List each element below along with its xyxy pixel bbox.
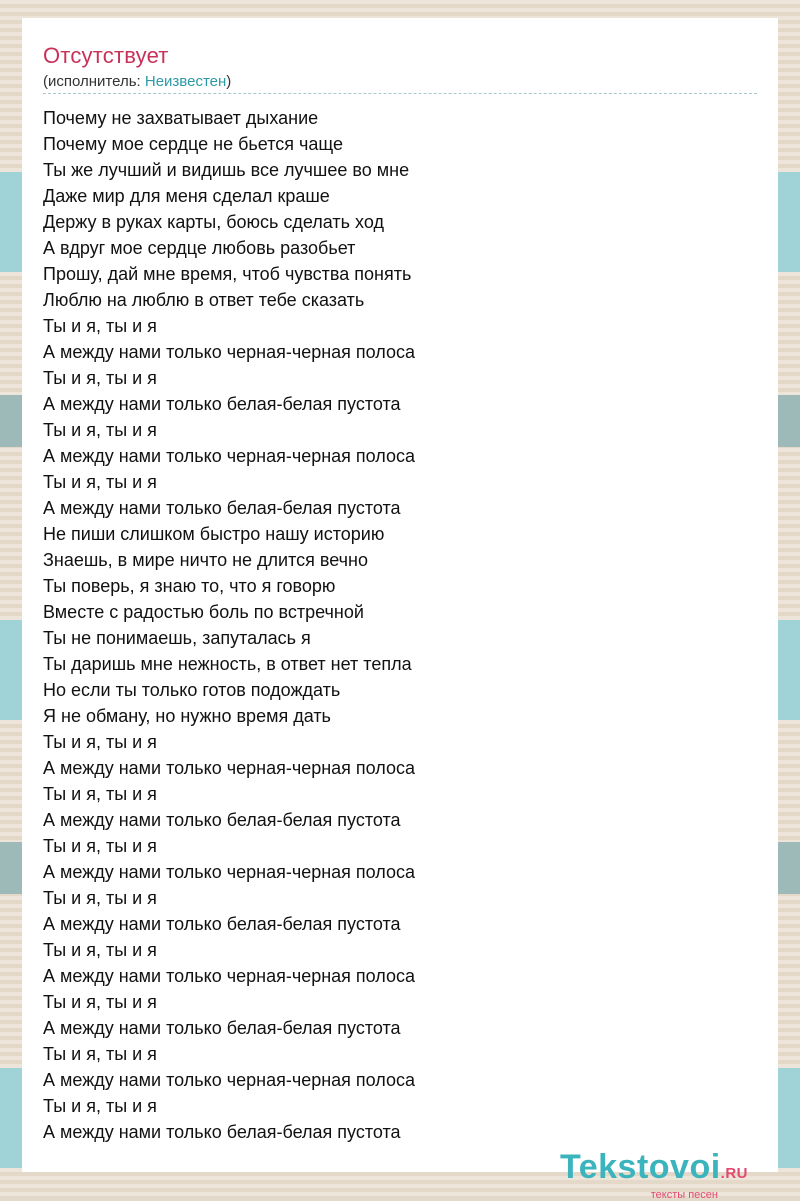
lyric-line: Держу в руках карты, боюсь сделать ход bbox=[43, 212, 384, 232]
lyric-line: А между нами только черная-черная полоса bbox=[43, 1070, 416, 1090]
lyric-line: Знаешь, в мире ничто не длится вечно bbox=[43, 550, 369, 570]
lyric-line: А между нами только черная-черная полоса bbox=[43, 966, 416, 986]
logo-tagline: тексты песен bbox=[650, 1189, 718, 1201]
logo-wordmark bbox=[560, 1150, 748, 1191]
lyric-line: А между нами только черная-черная полоса bbox=[43, 758, 416, 778]
artist-link[interactable]: Неизвестен bbox=[144, 73, 227, 90]
performer-suffix: ) bbox=[226, 73, 232, 90]
song-title: Отсутствует bbox=[43, 43, 169, 68]
lyric-line: А между нами только белая-белая пустота bbox=[43, 498, 401, 518]
lyric-line: Ты и я, ты и я bbox=[43, 940, 157, 960]
lyric-line: Ты не понимаешь, запуталась я bbox=[43, 628, 311, 648]
lyrics-text bbox=[43, 105, 415, 1145]
lyric-line: А между нами только черная-черная полоса bbox=[43, 342, 416, 362]
lyric-line: Но если ты только готов подождать bbox=[43, 680, 341, 700]
lyrics-card bbox=[22, 18, 778, 1201]
lyric-line: А вдруг мое сердце любовь разобьет bbox=[43, 238, 356, 258]
lyric-line: Ты и я, ты и я bbox=[43, 784, 157, 804]
lyric-line: Ты и я, ты и я bbox=[43, 888, 157, 908]
lyric-line: Ты и я, ты и я bbox=[43, 472, 157, 492]
lyric-line: Ты и я, ты и я bbox=[43, 836, 157, 856]
lyric-line: Люблю на люблю в ответ тебе сказать bbox=[43, 290, 365, 310]
logo-name: Tekstovoi bbox=[559, 1148, 721, 1186]
lyric-line: А между нами только белая-белая пустота bbox=[43, 394, 401, 414]
lyric-line: Ты и я, ты и я bbox=[43, 420, 157, 440]
performer-line bbox=[43, 73, 231, 90]
lyric-line: Ты и я, ты и я bbox=[43, 1044, 157, 1064]
lyric-line: А между нами только белая-белая пустота bbox=[43, 1122, 401, 1142]
title-divider bbox=[43, 93, 757, 94]
lyric-line: А между нами только черная-черная полоса bbox=[43, 862, 416, 882]
lyric-line: А между нами только белая-белая пустота bbox=[43, 914, 401, 934]
performer-prefix: (исполнитель: bbox=[43, 73, 145, 90]
lyric-line: Ты поверь, я знаю то, что я говорю bbox=[43, 576, 336, 596]
lyric-line: Почему не захватывает дыхание bbox=[43, 108, 319, 128]
lyric-line: А между нами только черная-черная полоса bbox=[43, 446, 416, 466]
lyric-line: Ты и я, ты и я bbox=[43, 368, 157, 388]
lyric-line: Ты даришь мне нежность, в ответ нет тепла bbox=[43, 654, 412, 674]
lyric-line: Вместе с радостью боль по встречной bbox=[43, 602, 364, 622]
lyric-line: Даже мир для меня сделал краше bbox=[43, 186, 330, 206]
lyric-line: А между нами только белая-белая пустота bbox=[43, 810, 401, 830]
site-logo[interactable] bbox=[560, 1150, 748, 1201]
lyric-line: Ты и я, ты и я bbox=[43, 992, 157, 1012]
lyric-line: Ты и я, ты и я bbox=[43, 316, 157, 336]
lyric-line: А между нами только белая-белая пустота bbox=[43, 1018, 401, 1038]
logo-tld: .RU bbox=[720, 1165, 748, 1182]
lyric-line: Прошу, дай мне время, чтоб чувства понять bbox=[43, 264, 412, 284]
lyric-line: Ты и я, ты и я bbox=[43, 732, 157, 752]
lyric-line: Почему мое сердце не бьется чаще bbox=[43, 134, 343, 154]
lyric-line: Не пиши слишком быстро нашу историю bbox=[43, 524, 385, 544]
lyric-line: Ты же лучший и видишь все лучшее во мне bbox=[43, 160, 410, 180]
lyric-line: Ты и я, ты и я bbox=[43, 1096, 157, 1116]
lyric-line: Я не обману, но нужно время дать bbox=[43, 706, 331, 726]
